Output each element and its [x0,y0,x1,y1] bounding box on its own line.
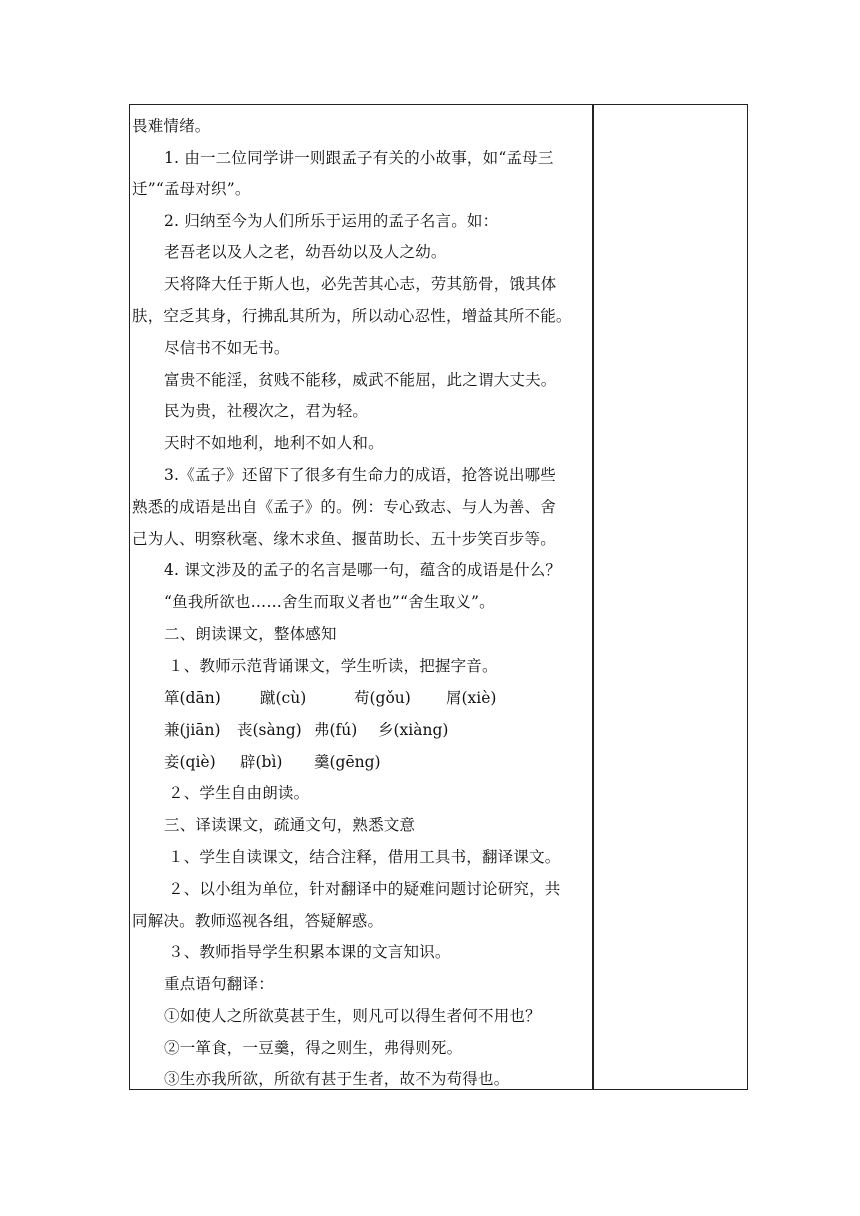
text-line: 畏难情绪。 [132,117,211,135]
pinyin-item: 辟(bì) [240,753,283,771]
text-line: ②一箪食，一豆羹，得之则生，弗得则死。 [164,1039,463,1057]
text-line: 尽信书不如无书。 [164,339,290,357]
pinyin-item: 羹(gēng) [314,753,381,771]
lesson-plan-table [129,104,748,1090]
pinyin-item: 箪(dān) [164,689,221,707]
text-line: ３、教师指导学生积累本课的文言知识。 [168,943,451,961]
pinyin-item: 苟(gǒu) [354,689,411,707]
text-line: 迁”“孟母对织”。 [132,180,251,198]
text-line: 熟悉的成语是出自《孟子》的。例：专心致志、与人为善、舍 [132,498,556,516]
lesson-content-cell [132,105,590,1089]
text-line: 3.《孟子》还留下了很多有生命力的成语，抢答说出哪些 [164,466,556,484]
pinyin-item: 乡(xiàng) [378,721,449,739]
text-line: 2. 归纳至今为人们所乐于运用的孟子名言。如： [164,212,499,230]
text-line: １、教师示范背诵课文，学生听读，把握字音。 [168,657,498,675]
notes-cell [595,105,747,1089]
pinyin-item: 弗(fú) [314,721,358,739]
pinyin-item: 蹴(cù) [260,689,307,707]
text-line: ①如使人之所欲莫甚于生，则凡可以得生者何不用也？ [164,1007,541,1025]
text-line: 天时不如地利，地利不如人和。 [164,434,384,452]
text-line: 老吾老以及人之老，幼吾幼以及人之幼。 [164,243,447,261]
pinyin-item: 屑(xiè) [446,689,497,707]
section-heading: 二、朗读课文，整体感知 [164,625,337,643]
text-line: 同解决。教师巡视各组，答疑解惑。 [132,912,384,930]
pinyin-item: 丧(sàng) [237,721,302,739]
text-line: ２、学生自由朗读。 [168,784,310,802]
text-line: １、学生自读课文，结合注释，借用工具书，翻译课文。 [168,848,561,866]
text-line: “鱼我所欲也……舍生而取义者也”“舍生取义”。 [164,593,495,611]
pinyin-item: 兼(jiān) [164,721,221,739]
text-line: 天将降大任于斯人也，必先苦其心志，劳其筋骨，饿其体 [164,275,557,293]
text-line: 富贵不能淫，贫贱不能移，威武不能屈，此之谓大丈夫。 [164,371,557,389]
text-line: 重点语句翻译： [164,975,274,993]
pinyin-item: 妾(qiè) [164,753,216,771]
text-line: ③生亦我所欲，所欲有甚于生者，故不为苟得也。 [164,1070,510,1088]
text-line: 己为人、明察秋毫、缘木求鱼、揠苗助长、五十步笑百步等。 [132,530,556,548]
text-line: 1. 由一二位同学讲一则跟孟子有关的小故事，如“孟母三 [164,149,554,167]
section-heading: 三、译读课文，疏通文句，熟悉文意 [164,816,416,834]
text-line: ２、以小组为单位，针对翻译中的疑难问题讨论研究，共 [168,880,561,898]
text-line: 肤，空乏其身，行拂乱其所为，所以动心忍性，增益其所不能。 [132,307,572,325]
column-divider [592,105,594,1089]
text-line: 4. 课文涉及的孟子的名言是哪一句，蕴含的成语是什么？ [164,561,562,579]
text-line: 民为贵，社稷次之，君为轻。 [164,402,369,420]
